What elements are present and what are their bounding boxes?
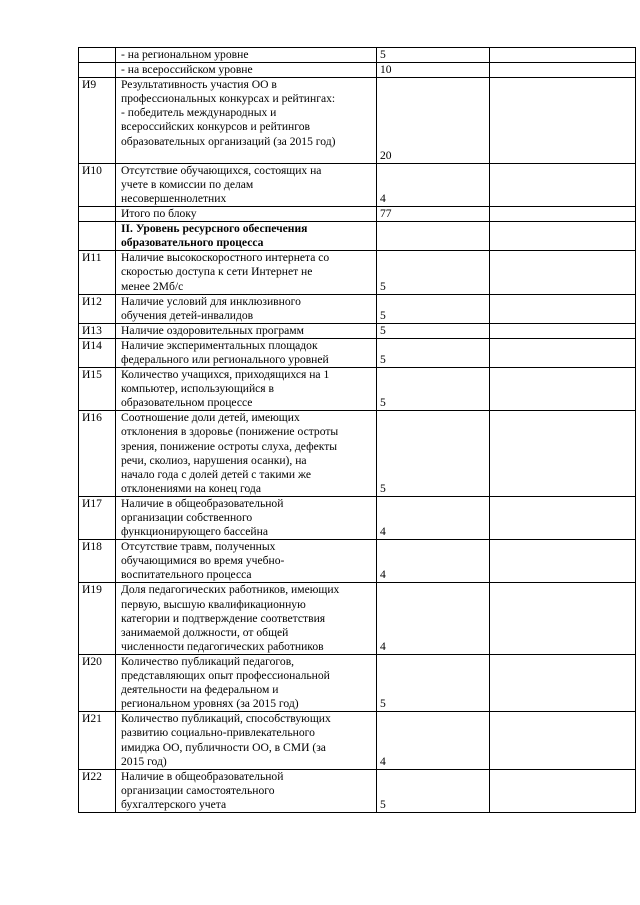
table-row	[79, 63, 636, 78]
empty-cell	[490, 163, 636, 206]
description-line: II. Уровень ресурсного обеспечения	[121, 222, 308, 236]
empty-cell	[490, 654, 636, 711]
description-line: Наличие оздоровительных программ	[121, 323, 304, 337]
table-row	[79, 496, 636, 539]
empty-cell	[490, 338, 636, 367]
table-row	[79, 583, 636, 654]
table-row	[79, 540, 636, 583]
description-line: образовательном процессе	[121, 396, 253, 410]
empty-cell	[490, 496, 636, 539]
description-line: учете в комиссии по делам	[121, 177, 254, 191]
description-line: Количество публикаций, способствующих	[121, 712, 331, 726]
description-line: отклонения в здоровье (понижение остроты	[121, 425, 339, 439]
indicator-score: 5	[377, 368, 490, 411]
description-line: Наличие в общеобразовательной	[121, 496, 284, 510]
indicator-score: 5	[377, 654, 490, 711]
table-row	[79, 323, 636, 338]
indicator-code: И9	[79, 78, 116, 164]
empty-cell	[490, 78, 636, 164]
description-line: Наличие экспериментальных площадок	[121, 338, 318, 352]
description-line: образовательного процесса	[121, 236, 264, 250]
indicator-description	[116, 251, 377, 294]
description-line: всероссийских конкурсов и рейтингов	[121, 120, 310, 134]
description-line: представляющих опыт профессиональной	[121, 669, 330, 683]
table-row	[79, 48, 636, 63]
table-row	[79, 78, 636, 164]
indicator-score: 5	[377, 411, 490, 497]
indicator-code: И11	[79, 251, 116, 294]
empty-cell	[490, 48, 636, 63]
indicator-code: И13	[79, 323, 116, 338]
table-row	[79, 251, 636, 294]
description-line: - победитель международных и	[121, 106, 277, 120]
indicator-description	[116, 368, 377, 411]
description-line: - на всероссийском уровне	[121, 63, 253, 77]
criteria-table	[78, 47, 636, 813]
indicator-description	[116, 583, 377, 654]
empty-cell	[490, 540, 636, 583]
indicator-description	[116, 163, 377, 206]
description-line: региональном уровнях (за 2015 год)	[121, 697, 299, 711]
indicator-description	[116, 769, 377, 812]
description-line: бухгалтерского учета	[121, 797, 227, 811]
description-line: Наличие условий для инклюзивного	[121, 294, 301, 308]
description-line: Наличие в общеобразовательной	[121, 769, 284, 783]
empty-cell	[490, 583, 636, 654]
description-line: Отсутствие травм, полученных	[121, 540, 276, 554]
indicator-description	[116, 222, 377, 251]
empty-cell	[490, 712, 636, 769]
indicator-description	[116, 294, 377, 323]
indicator-description	[116, 323, 377, 338]
table-row	[79, 163, 636, 206]
indicator-description	[116, 48, 377, 63]
description-line: речи, сколиоз, нарушения осанки), на	[121, 453, 307, 467]
description-line: Доля педагогических работников, имеющих	[121, 583, 340, 597]
description-line: образовательных организаций (за 2015 год)	[121, 134, 336, 148]
indicator-score: 20	[377, 78, 490, 164]
description-line: Результативность участия ОО в	[121, 78, 277, 92]
description-line: - на региональном уровне	[121, 48, 249, 61]
indicator-description	[116, 540, 377, 583]
empty-cell	[490, 207, 636, 222]
indicator-description	[116, 712, 377, 769]
description-line: 2015 год)	[121, 754, 167, 768]
description-line: зрения, понижение остроты слуха, дефекты	[121, 439, 338, 453]
empty-cell	[490, 222, 636, 251]
description-line: профессиональных конкурсах и рейтингах:	[121, 92, 336, 106]
indicator-description	[116, 338, 377, 367]
table-row	[79, 207, 636, 222]
indicator-description	[116, 411, 377, 497]
indicator-code	[79, 207, 116, 222]
description-line: Количество учащихся, приходящихся на 1	[121, 368, 330, 382]
indicator-score: 10	[377, 63, 490, 78]
indicator-code: И19	[79, 583, 116, 654]
table-row	[79, 769, 636, 812]
indicator-score: 5	[377, 251, 490, 294]
empty-cell	[490, 251, 636, 294]
description-line: начало года с долей детей с такими же	[121, 467, 311, 481]
table-row	[79, 368, 636, 411]
indicator-code: И14	[79, 338, 116, 367]
indicator-description	[116, 207, 377, 222]
indicator-score: 5	[377, 294, 490, 323]
indicator-code	[79, 222, 116, 251]
description-line: деятельности на федеральном и	[121, 683, 279, 697]
description-line: отклонениями на конец года	[121, 481, 261, 495]
description-line: Соотношение доли детей, имеющих	[121, 411, 300, 425]
indicator-score: 5	[377, 338, 490, 367]
indicator-description	[116, 63, 377, 78]
description-line	[121, 149, 370, 163]
indicator-score: 4	[377, 712, 490, 769]
indicator-score: 4	[377, 540, 490, 583]
indicator-description	[116, 654, 377, 711]
description-line: несовершеннолетних	[121, 191, 227, 205]
indicator-code: И15	[79, 368, 116, 411]
description-line: функционирующего бассейна	[121, 525, 268, 539]
description-line: обучающимися во время учебно-	[121, 554, 285, 568]
indicator-code: И20	[79, 654, 116, 711]
empty-cell	[490, 323, 636, 338]
indicator-score: 5	[377, 769, 490, 812]
description-line: развитию социально-привлекательного	[121, 726, 315, 740]
indicator-score: 4	[377, 496, 490, 539]
description-line: организации самостоятельного	[121, 783, 275, 797]
indicator-score: 4	[377, 583, 490, 654]
table-row	[79, 411, 636, 497]
document-page	[78, 47, 635, 813]
table-row	[79, 712, 636, 769]
indicator-code: И21	[79, 712, 116, 769]
indicator-code: И22	[79, 769, 116, 812]
description-line: обучения детей-инвалидов	[121, 308, 254, 322]
indicator-score	[377, 222, 490, 251]
description-line: воспитательного процесса	[121, 568, 252, 582]
empty-cell	[490, 63, 636, 78]
description-line: менее 2Мб/с	[121, 279, 184, 293]
table-row	[79, 222, 636, 251]
indicator-score: 77	[377, 207, 490, 222]
description-line: Наличие высокоскоростного интернета со	[121, 251, 330, 265]
empty-cell	[490, 769, 636, 812]
indicator-score: 4	[377, 163, 490, 206]
empty-cell	[490, 368, 636, 411]
description-line: Итого по блоку	[121, 207, 197, 221]
indicator-code	[79, 63, 116, 78]
description-line: Количество публикаций педагогов,	[121, 654, 295, 668]
indicator-description	[116, 496, 377, 539]
table-row	[79, 654, 636, 711]
indicator-code: И10	[79, 163, 116, 206]
indicator-code: И16	[79, 411, 116, 497]
criteria-table-body	[79, 48, 636, 813]
description-line: занимаемой должности, от общей	[121, 625, 289, 639]
indicator-code	[79, 48, 116, 63]
description-line: первую, высшую квалификационную	[121, 597, 306, 611]
indicator-code: И17	[79, 496, 116, 539]
description-line: компьютер, использующийся в	[121, 382, 275, 396]
indicator-score: 5	[377, 323, 490, 338]
table-row	[79, 294, 636, 323]
description-line: федерального или регионального уровней	[121, 352, 329, 366]
description-line: численности педагогических работников	[121, 639, 324, 653]
description-line: Отсутствие обучающихся, состоящих на	[121, 163, 322, 177]
indicator-score: 5	[377, 48, 490, 63]
description-line: категории и подтверждение соответствия	[121, 611, 326, 625]
empty-cell	[490, 294, 636, 323]
description-line: организации собственного	[121, 511, 253, 524]
empty-cell	[490, 411, 636, 497]
indicator-code: И18	[79, 540, 116, 583]
table-row	[79, 338, 636, 367]
description-line: имиджа ОО, публичности ОО, в СМИ (за	[121, 740, 326, 754]
description-line: скоростью доступа к сети Интернет не	[121, 265, 313, 279]
indicator-description	[116, 78, 377, 164]
indicator-code: И12	[79, 294, 116, 323]
